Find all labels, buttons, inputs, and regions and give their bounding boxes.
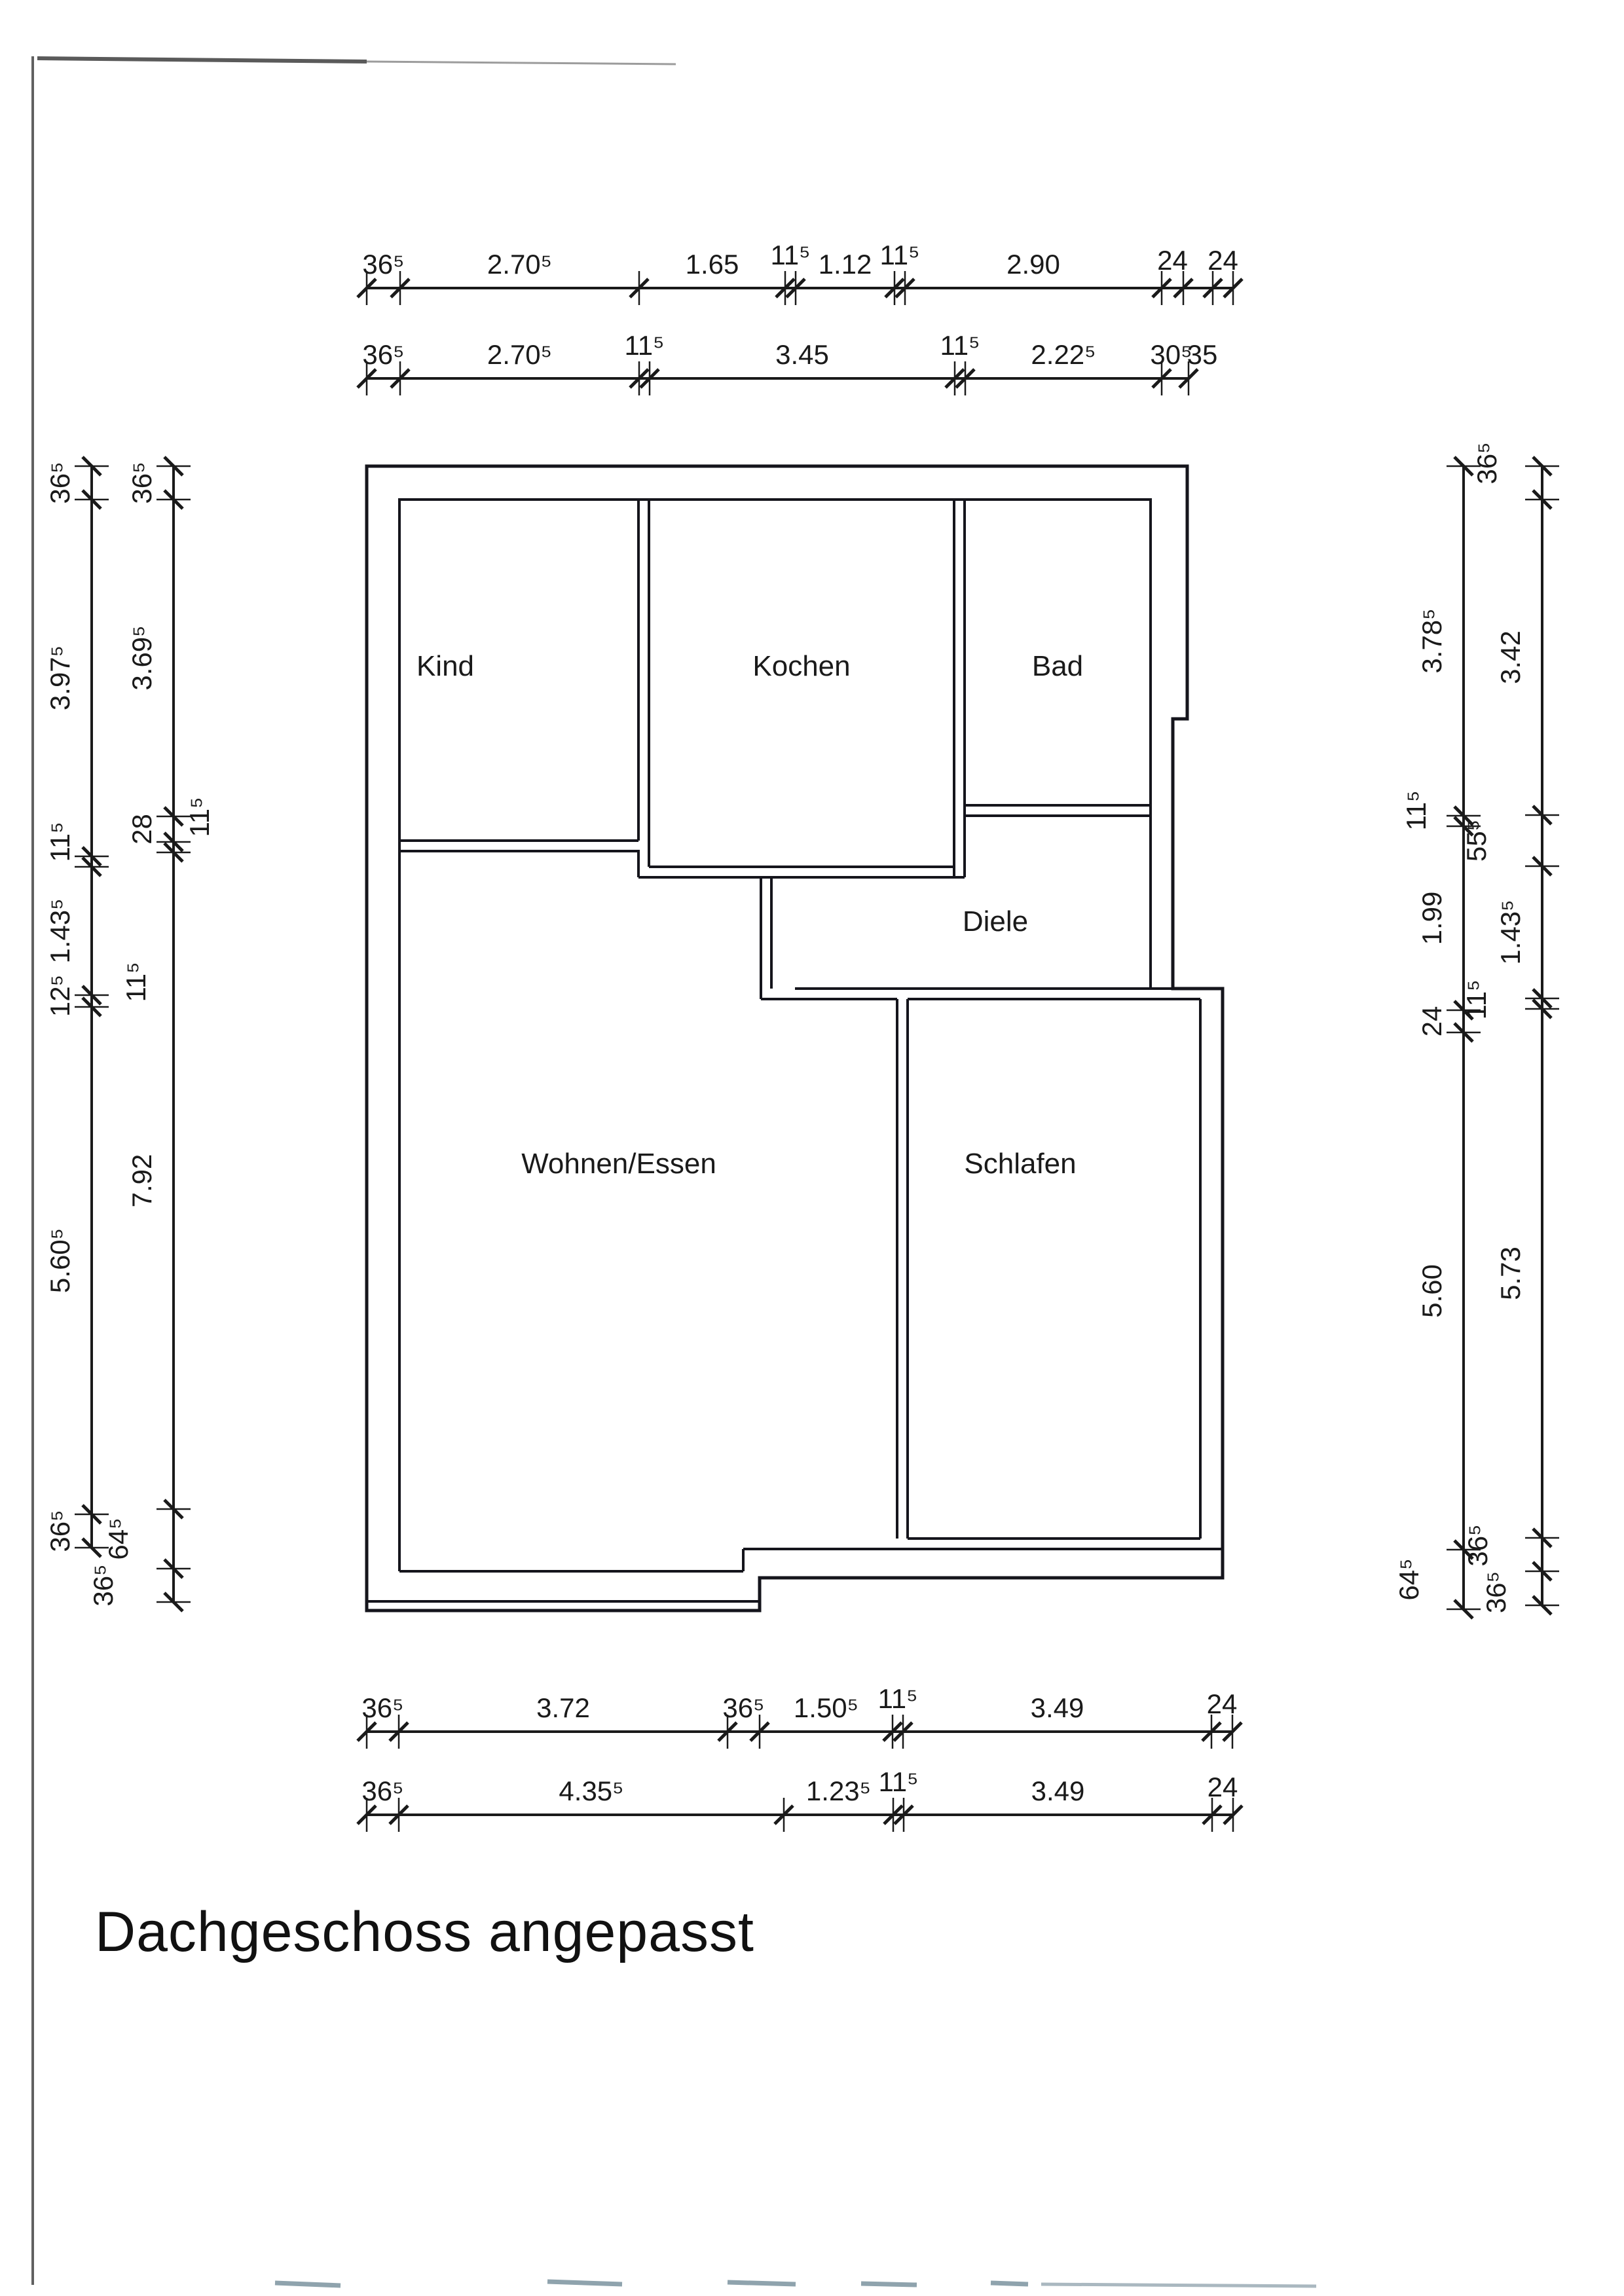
dim-label: 7.92: [126, 1154, 157, 1208]
dim-label: 24: [1207, 1772, 1238, 1802]
dim-label: 36⁵: [88, 1564, 119, 1607]
dim-label: 5.73: [1495, 1247, 1526, 1300]
dim-label: 36⁵: [362, 249, 405, 280]
dim-label: 55⁵: [1461, 819, 1492, 862]
dim-label: 24: [1416, 1006, 1447, 1037]
dim-label: 11⁵: [878, 1766, 919, 1797]
dim-label: 24: [1157, 245, 1188, 276]
bottom-smudges: [275, 2282, 1316, 2286]
dim-label: 1.12: [818, 249, 872, 280]
page-edge-top-light: [367, 62, 676, 64]
dim-label: 36⁵: [722, 1692, 765, 1723]
dim-label: 5.60: [1416, 1264, 1447, 1318]
dim-label: 64⁵: [1393, 1558, 1424, 1601]
dim-label: 2.90: [1006, 249, 1060, 280]
page-edge-top-dark: [37, 58, 367, 62]
outer-wall-outline: [367, 466, 1223, 1611]
dim-label: 3.69⁵: [126, 625, 157, 691]
dim-label: 11⁵: [770, 240, 811, 270]
dim-label: 2.70⁵: [487, 249, 553, 280]
dim-label: 1.99: [1416, 891, 1447, 945]
dim-label: 5.60⁵: [45, 1228, 75, 1294]
dim-label: 24: [1206, 1688, 1238, 1719]
drawing-title: Dachgeschoss angepasst: [95, 1901, 754, 1963]
dim-label: 36⁵: [1471, 442, 1502, 484]
room-label-schlafen: Schlafen: [964, 1148, 1077, 1180]
dim-label: 11⁵: [879, 240, 920, 270]
dim-label: 2.22⁵: [1031, 339, 1096, 370]
dim-label: 1.43⁵: [45, 898, 75, 964]
dim-label: 36⁵: [45, 462, 75, 504]
dim-label: 11⁵: [624, 330, 665, 361]
dim-label: 1.23⁵: [805, 1776, 872, 1806]
dim-label: 36⁵: [1481, 1571, 1511, 1614]
dim-label: 36⁵: [1462, 1524, 1493, 1567]
room-label-diele: Diele: [962, 905, 1029, 938]
dim-label: 3.45: [775, 339, 829, 370]
dim-label: 3.72: [536, 1692, 590, 1723]
dim-label: 64⁵: [103, 1518, 134, 1560]
dim-label: 11⁵: [1401, 790, 1431, 831]
dim-extra-label: 35: [1187, 339, 1218, 370]
dim-label: 11⁵: [940, 330, 980, 361]
room-label-kind: Kind: [416, 650, 475, 682]
dim-label: 36⁵: [361, 1692, 404, 1723]
dim-label: 3.42: [1495, 630, 1526, 684]
dim-label: 3.97⁵: [45, 645, 75, 711]
dim-label: 36⁵: [45, 1510, 75, 1552]
room-label-bad: Bad: [1031, 650, 1084, 682]
dim-label: 4.35⁵: [559, 1776, 624, 1806]
dim-label: 1.43⁵: [1495, 900, 1526, 965]
dim-label: 36⁵: [362, 339, 405, 370]
dim-label: 11⁵: [877, 1683, 918, 1714]
dim-label: 1.50⁵: [793, 1692, 859, 1723]
dim-label: 2.70⁵: [487, 339, 553, 370]
dim-label: 3.49: [1031, 1776, 1085, 1806]
room-labels: [416, 650, 1083, 1180]
dim-label: 28: [126, 814, 157, 845]
dim-label: 11⁵: [184, 797, 215, 837]
floorplan-walls: [367, 466, 1223, 1611]
dim-label: 1.65: [685, 249, 739, 280]
dim-label: 36⁵: [361, 1776, 404, 1806]
dim-label: 3.78⁵: [1416, 608, 1447, 674]
dim-label: 30⁵: [1150, 339, 1192, 370]
dim-label: 11⁵: [1461, 979, 1492, 1020]
room-label-kochen: Kochen: [752, 650, 851, 682]
room-label-wohnen: Wohnen/Essen: [521, 1148, 716, 1180]
dim-label: 36⁵: [126, 462, 157, 504]
dim-label: 12⁵: [45, 974, 75, 1017]
dim-label: 24: [1208, 245, 1238, 276]
dimension-chains: [45, 240, 1559, 1832]
dim-label: 11⁵: [45, 822, 75, 862]
dim-label: 3.49: [1030, 1692, 1084, 1723]
dim-extra-label: 11⁵: [120, 962, 151, 1002]
